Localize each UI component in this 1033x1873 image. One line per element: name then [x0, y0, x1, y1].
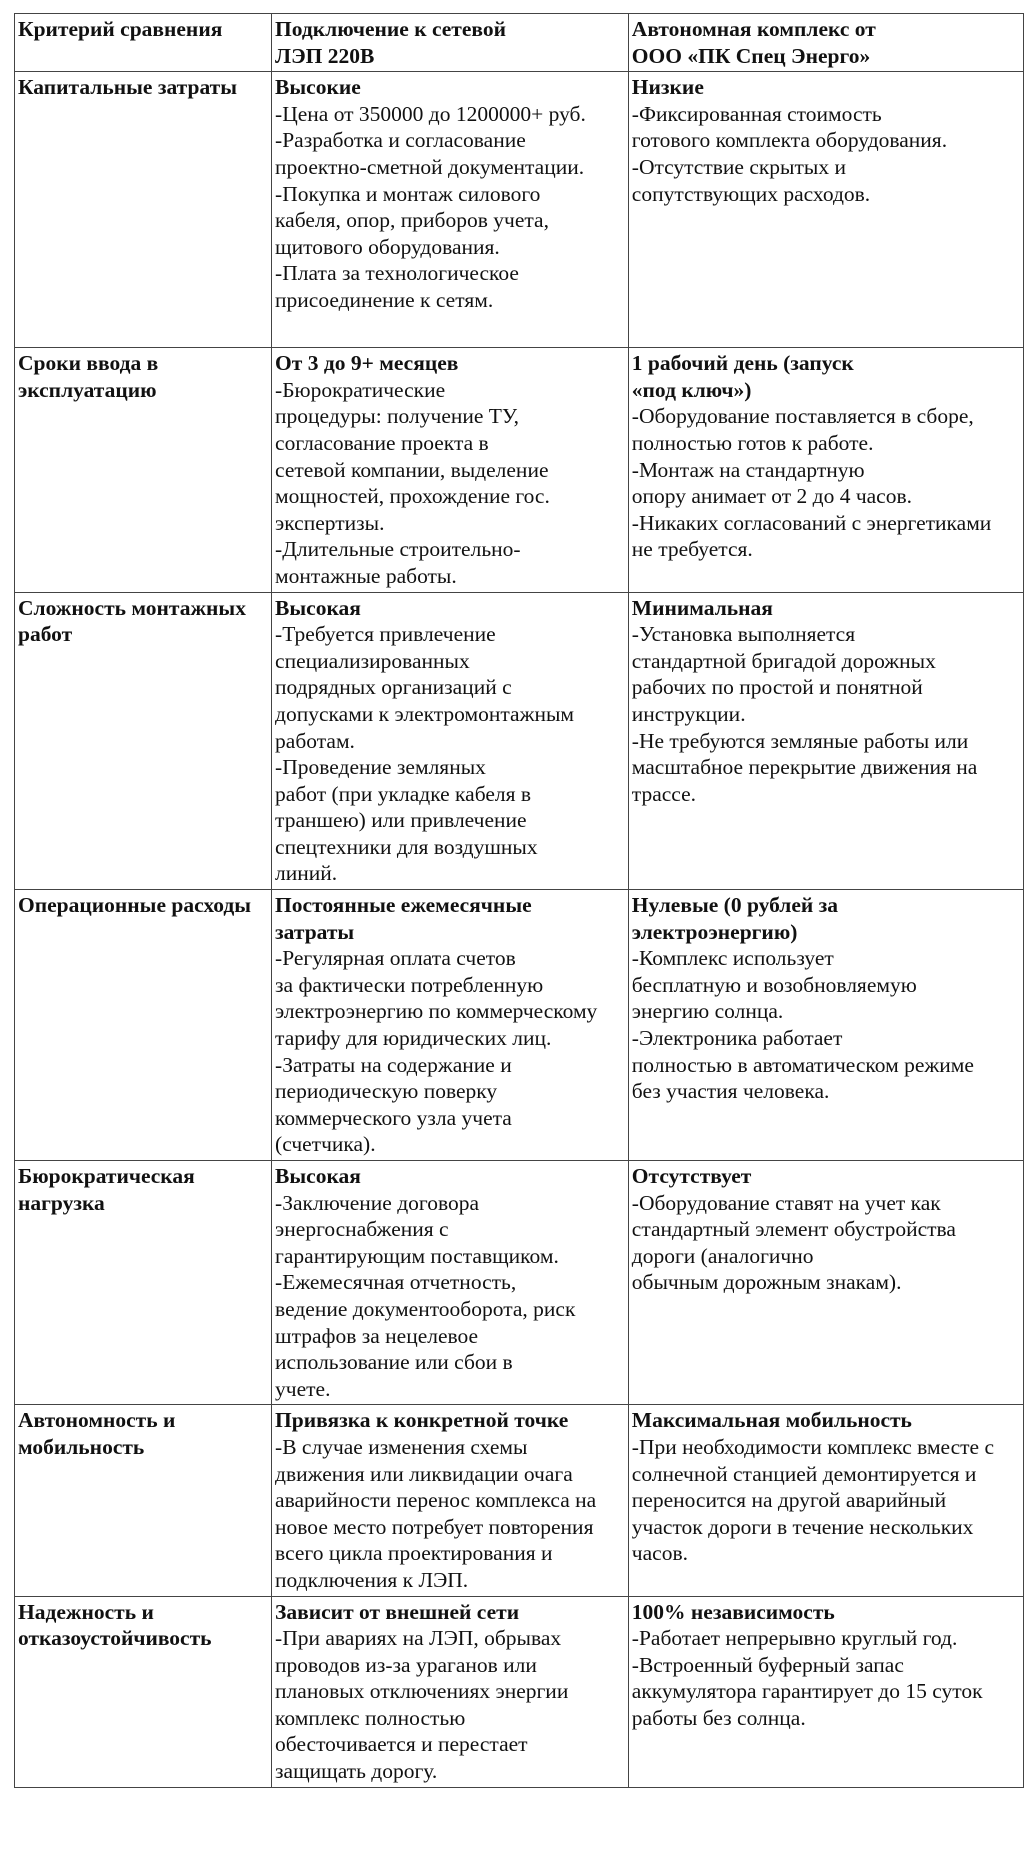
- autonomous-line: часов.: [631, 1541, 688, 1566]
- autonomous-cell: [628, 1405, 1023, 1596]
- autonomous-line: -При необходимости комплекс вместе с: [631, 1434, 995, 1459]
- grid-line: ведение документооборота, риск: [275, 1296, 576, 1321]
- grid-line: траншею) или привлечение: [275, 808, 527, 833]
- grid-line: -Разработка и согласование: [275, 128, 526, 153]
- autonomous-line: дороги (аналогично: [631, 1243, 814, 1268]
- grid-line: допусками к электромонтажным: [275, 701, 574, 726]
- autonomous-line: без участия человека.: [631, 1079, 830, 1104]
- table-row: [15, 1405, 1024, 1596]
- criterion-label: нагрузка: [18, 1190, 105, 1215]
- autonomous-line: -Никаких согласований с энергетиками: [631, 510, 992, 535]
- autonomous-line: опору анимает от 2 до 4 часов.: [631, 484, 912, 509]
- autonomous-line: переносится на другой аварийный: [631, 1488, 947, 1513]
- autonomous-line: полностью готов к работе.: [631, 430, 874, 455]
- criterion-cell: [15, 348, 272, 592]
- autonomous-line: солнечной станцией демонтируется и: [631, 1461, 977, 1486]
- grid-title: Высокая: [275, 595, 361, 620]
- grid-line: -Плата за технологическое: [275, 261, 519, 286]
- grid-line: сетевой компании, выделение: [275, 457, 549, 482]
- grid-line: -Бюрократические: [275, 377, 446, 402]
- grid-line: -Требуется привлечение: [275, 622, 496, 647]
- grid-line: энергоснабжения с: [275, 1217, 449, 1242]
- header-criterion-label: Критерий сравнения: [18, 17, 223, 41]
- grid-line: -Ежемесячная отчетность,: [275, 1270, 517, 1295]
- grid-title: Постоянные ежемесячные: [275, 893, 532, 918]
- grid-line: коммерческого узла учета: [275, 1105, 512, 1130]
- grid-line: комплекс полностью: [275, 1705, 466, 1730]
- grid-line: аварийности перенос комплекса на: [275, 1488, 597, 1513]
- grid-line: монтажные работы.: [275, 563, 457, 588]
- autonomous-title: 1 рабочий день (запуск: [631, 351, 854, 376]
- autonomous-line: трассе.: [631, 781, 697, 806]
- autonomous-line: стандартной бригадой дорожных: [631, 648, 936, 673]
- grid-line: -Регулярная оплата счетов: [275, 946, 516, 971]
- grid-line: -Цена от 350000 до 1200000+ руб.: [275, 101, 586, 126]
- autonomous-line: -Оборудование ставят на учет как: [631, 1190, 941, 1215]
- grid-title: Высокая: [275, 1164, 361, 1188]
- autonomous-line: стандартный элемент обустройства: [631, 1217, 956, 1242]
- criterion-label: Автономность и: [18, 1408, 176, 1433]
- grid-line: согласование проекта в: [275, 430, 489, 455]
- grid-line: -Заключение договора: [275, 1190, 479, 1215]
- grid-line: присоединение к сетям.: [275, 287, 494, 312]
- grid-line: за фактически потребленную: [275, 972, 544, 997]
- autonomous-line: готового комплекта оборудования.: [631, 128, 948, 153]
- autonomous-line: -Монтаж на стандартную: [631, 457, 865, 482]
- grid-line: процедуры: получение ТУ,: [275, 404, 520, 429]
- table-header-row: [15, 14, 1024, 72]
- autonomous-line: -Встроенный буферный запас: [631, 1652, 904, 1677]
- autonomous-line: полностью в автоматическом режиме: [631, 1052, 974, 1077]
- criterion-cell: [15, 1596, 272, 1787]
- criterion-label: Операционные расходы: [18, 893, 252, 918]
- grid-line: всего цикла проектирования и: [275, 1541, 553, 1566]
- autonomous-line: масштабное перекрытие движения на: [631, 755, 978, 780]
- table-row: [15, 592, 1024, 890]
- grid-line: -Покупка и монтаж силового: [275, 181, 541, 206]
- autonomous-line: участок дороги в течение нескольких: [631, 1514, 974, 1539]
- header-autonomous-line: ООО «ПК Спец Энерго»: [631, 43, 871, 68]
- grid-line: новое место потребует повторения: [275, 1514, 594, 1539]
- autonomous-title: Отсутствует: [631, 1164, 752, 1188]
- grid-line: -При авариях на ЛЭП, обрывах: [275, 1626, 562, 1651]
- comparison-table: [14, 13, 1024, 1788]
- grid-line: проектно-сметной документации.: [275, 154, 585, 179]
- grid-line: кабеля, опор, приборов учета,: [275, 208, 549, 233]
- grid-connection-cell: [272, 1596, 629, 1787]
- criterion-label: эксплуатацию: [18, 377, 157, 402]
- autonomous-line: -Установка выполняется: [631, 622, 856, 647]
- autonomous-title: 100% независимость: [631, 1599, 835, 1624]
- criterion-cell: [15, 72, 272, 348]
- autonomous-title: Нулевые (0 рублей за: [631, 893, 839, 918]
- grid-line: мощностей, прохождение гос.: [275, 484, 550, 509]
- grid-title: Зависит от внешней сети: [275, 1599, 520, 1624]
- autonomous-line: -Работает непрерывно круглый год.: [631, 1626, 958, 1651]
- autonomous-line: не требуется.: [631, 537, 753, 562]
- grid-connection-cell: [272, 72, 629, 348]
- autonomous-line: рабочих по простой и понятной: [631, 675, 923, 700]
- grid-line: учете.: [275, 1376, 331, 1401]
- header-autonomous: [628, 14, 1023, 72]
- autonomous-cell: [628, 72, 1023, 348]
- grid-line: движения или ликвидации очага: [275, 1461, 573, 1486]
- table-row: [15, 1596, 1024, 1787]
- grid-connection-cell: [272, 348, 629, 592]
- criterion-label: Сроки ввода в: [18, 351, 159, 376]
- autonomous-title: Низкие: [631, 75, 704, 100]
- autonomous-title: Минимальная: [631, 595, 773, 620]
- autonomous-line: -Отсутствие скрытых и: [631, 154, 846, 179]
- grid-title: От 3 до 9+ месяцев: [275, 351, 459, 376]
- grid-line: специализированных: [275, 648, 470, 673]
- grid-line: работ (при укладке кабеля в: [275, 781, 532, 806]
- grid-line: (счетчика).: [275, 1132, 376, 1157]
- grid-connection-cell: [272, 890, 629, 1161]
- autonomous-cell: [628, 348, 1023, 592]
- grid-line: использование или сбои в: [275, 1350, 513, 1375]
- header-criterion: [15, 14, 272, 72]
- autonomous-line: аккумулятора гарантирует до 15 суток: [631, 1679, 983, 1704]
- autonomous-line: работы без солнца.: [631, 1705, 806, 1730]
- autonomous-line: обычным дорожным знакам).: [631, 1270, 902, 1295]
- autonomous-cell: [628, 1161, 1023, 1405]
- header-grid-line: Подключение к сетевой: [275, 17, 507, 41]
- grid-line: электроэнергию по коммерческому: [275, 999, 598, 1024]
- grid-line: плановых отключениях энергии: [275, 1679, 569, 1704]
- grid-line: защищать дорогу.: [275, 1759, 438, 1784]
- autonomous-cell: [628, 592, 1023, 890]
- autonomous-title: электроэнергию): [631, 919, 798, 944]
- grid-line: гарантирующим поставщиком.: [275, 1243, 559, 1268]
- autonomous-line: -Не требуются земляные работы или: [631, 728, 969, 753]
- grid-line: -В случае изменения схемы: [275, 1434, 528, 1459]
- criterion-cell: [15, 1405, 272, 1596]
- criterion-label: Надежность и: [18, 1599, 154, 1624]
- grid-connection-cell: [272, 592, 629, 890]
- criterion-cell: [15, 890, 272, 1161]
- grid-line: экспертизы.: [275, 510, 385, 535]
- autonomous-line: -Оборудование поставляется в сборе,: [631, 404, 974, 429]
- criterion-label: мобильность: [18, 1434, 145, 1459]
- autonomous-line: -Фиксированная стоимость: [631, 101, 882, 126]
- autonomous-line: -Электроника работает: [631, 1026, 843, 1051]
- autonomous-line: энергию солнца.: [631, 999, 784, 1024]
- grid-line: работам.: [275, 728, 355, 753]
- autonomous-line: бесплатную и возобновляемую: [631, 972, 917, 997]
- criterion-label: отказоустойчивость: [18, 1626, 212, 1651]
- grid-line: тарифу для юридических лиц.: [275, 1026, 552, 1051]
- grid-title: затраты: [275, 919, 355, 944]
- grid-line: -Длительные строительно-: [275, 537, 521, 562]
- criterion-label: Капитальные затраты: [18, 75, 237, 100]
- grid-line: подрядных организаций с: [275, 675, 512, 700]
- grid-line: щитового оборудования.: [275, 234, 500, 259]
- criterion-label: Сложность монтажных: [18, 595, 246, 620]
- criterion-label: работ: [18, 622, 73, 647]
- criterion-label: Бюрократическая: [18, 1164, 195, 1188]
- grid-line: штрафов за нецелевое: [275, 1323, 479, 1348]
- autonomous-title: «под ключ»): [631, 377, 752, 402]
- autonomous-title: Максимальная мобильность: [631, 1408, 912, 1433]
- grid-line: подключения к ЛЭП.: [275, 1567, 469, 1592]
- autonomous-cell: [628, 890, 1023, 1161]
- grid-line: линий.: [275, 861, 338, 886]
- autonomous-line: -Комплекс использует: [631, 946, 834, 971]
- grid-title: Высокие: [275, 75, 361, 100]
- grid-line: -Проведение земляных: [275, 755, 486, 780]
- criterion-cell: [15, 592, 272, 890]
- header-grid-line: ЛЭП 220В: [275, 43, 375, 68]
- grid-line: обесточивается и перестает: [275, 1732, 528, 1757]
- grid-line: спецтехники для воздушных: [275, 834, 538, 859]
- table-row: [15, 348, 1024, 592]
- grid-line: -Затраты на содержание и: [275, 1052, 512, 1077]
- grid-title: Привязка к конкретной точке: [275, 1408, 569, 1433]
- autonomous-line: инструкции.: [631, 701, 746, 726]
- table-row: [15, 72, 1024, 348]
- grid-line: проводов из-за ураганов или: [275, 1652, 537, 1677]
- table-row: [15, 890, 1024, 1161]
- criterion-cell: [15, 1161, 272, 1405]
- header-grid: [272, 14, 629, 72]
- header-autonomous-line: Автономная комплекс от: [631, 17, 876, 41]
- grid-line: периодическую поверку: [275, 1079, 498, 1104]
- grid-connection-cell: [272, 1405, 629, 1596]
- autonomous-cell: [628, 1596, 1023, 1787]
- grid-connection-cell: [272, 1161, 629, 1405]
- autonomous-line: сопутствующих расходов.: [631, 181, 871, 206]
- table-row: [15, 1161, 1024, 1405]
